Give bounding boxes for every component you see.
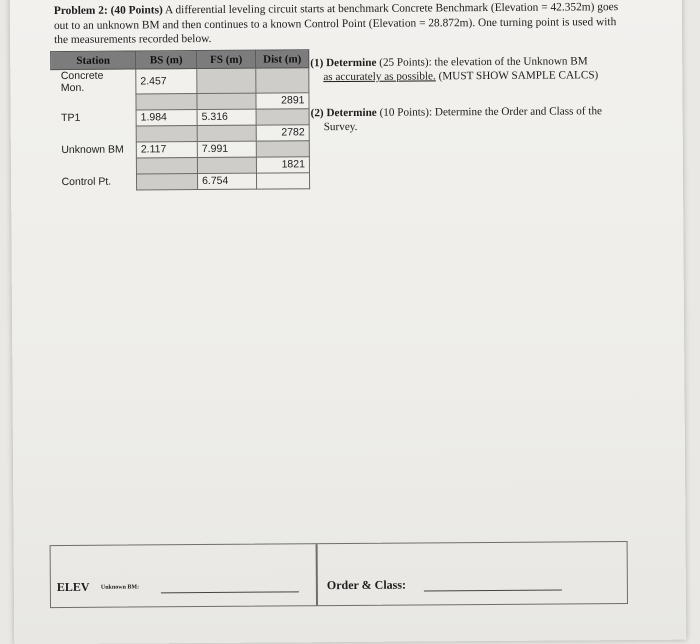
table-row <box>51 156 309 174</box>
unknown-bm-label: Unknown BM: <box>100 584 140 591</box>
station-cell <box>51 125 136 142</box>
dist-cell: 2891 <box>256 92 309 108</box>
q1-text: (25 Points): the elevation of the Unknown BM <box>376 55 588 69</box>
paper-sheet <box>10 0 687 644</box>
bs-cell <box>136 125 197 141</box>
bs-cell: 2.117 <box>136 141 197 157</box>
bs-cell <box>136 173 197 189</box>
table-row <box>51 172 309 190</box>
fs-cell <box>197 157 256 173</box>
dist-cell <box>256 140 309 156</box>
table-row <box>51 68 309 94</box>
station-cell <box>51 93 136 110</box>
bs-cell: 2.457 <box>136 69 197 94</box>
problem-statement <box>54 0 626 48</box>
table-row <box>51 92 309 110</box>
problem-text: A differential leveling circuit starts at benchmark Concrete Benchmark (Elevation = 42.352m) goes out to an unknown BM and then continues to a known Control Point (Elevation = 28.872m). One turning point is used with the measurements recorded below. <box>53 1 619 47</box>
problem-heading: Problem 2: (40 Points) <box>53 4 163 18</box>
table-row <box>51 124 309 142</box>
station-cell: Concrete Mon. <box>60 69 104 94</box>
fs-cell <box>197 125 256 141</box>
question-2 <box>311 104 641 134</box>
q2-line2: Survey. <box>323 120 358 134</box>
order-class-answer-line[interactable] <box>424 590 562 592</box>
station-cell: TP1 <box>61 111 81 124</box>
fs-cell: 7.991 <box>197 141 256 157</box>
dist-cell: 2782 <box>256 124 309 140</box>
bs-cell <box>136 157 197 173</box>
q2-label: (2) Determine <box>310 106 377 120</box>
header-station: Station <box>51 51 136 70</box>
answer-divider <box>316 544 318 605</box>
station-cell <box>51 157 136 174</box>
fs-cell <box>197 93 256 109</box>
dist-cell <box>256 172 309 188</box>
header-bs: BS (m) <box>136 51 197 69</box>
fs-cell: 5.316 <box>197 109 256 125</box>
elev-label: ELEV <box>56 579 90 595</box>
table-row <box>51 140 309 158</box>
bs-cell: 1.984 <box>136 109 197 125</box>
question-1 <box>310 54 640 84</box>
answer-box <box>50 541 628 608</box>
leveling-table <box>50 49 310 190</box>
station-cell: Unknown BM <box>61 143 124 156</box>
bs-cell <box>136 93 197 109</box>
q1-tail: (MUST SHOW SAMPLE CALCS) <box>435 69 599 83</box>
header-fs: FS (m) <box>197 50 256 68</box>
order-class-label: Order & Class: <box>326 577 407 593</box>
fs-cell: 6.754 <box>197 173 256 189</box>
table-row <box>51 108 309 126</box>
header-dist: Dist (m) <box>256 50 309 68</box>
q1-underlined: as accurately as possible. <box>323 70 436 84</box>
questions-block <box>310 54 641 149</box>
elev-answer-line[interactable] <box>161 591 299 593</box>
dist-cell: 1821 <box>256 156 309 172</box>
q1-label: (1) Determine <box>310 56 377 70</box>
dist-cell <box>256 108 309 124</box>
fs-cell <box>197 68 256 93</box>
station-cell: Control Pt. <box>61 175 112 188</box>
dist-cell <box>256 68 309 93</box>
q2-text: (10 Points): Determine the Order and Class of the <box>376 105 603 119</box>
